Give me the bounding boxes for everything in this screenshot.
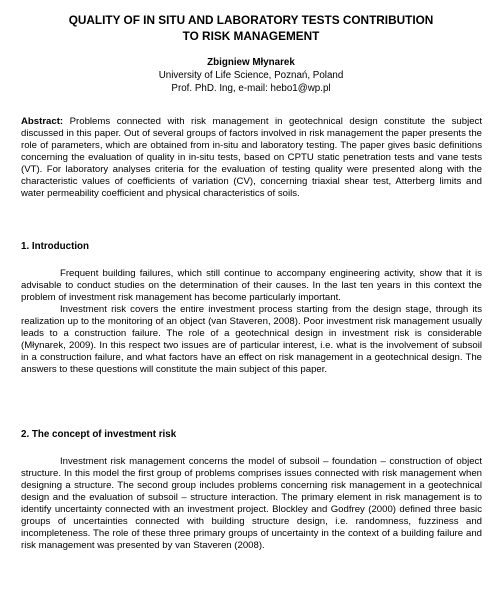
paragraph: Frequent building failures, which still continue to accompany engineering activity, show that it is advisable to conduct studies on the determination of their causes. In the last ten years in this context the problem of investment risk management has become particularly important. (21, 268, 482, 303)
section-heading-investment-risk: 2. The concept of investment risk (21, 429, 177, 440)
author-name: Zbigniew Młynarek (207, 57, 295, 68)
abstract-label: Abstract: (21, 116, 64, 127)
author-block (20, 56, 482, 95)
section-body-introduction (21, 268, 482, 376)
paragraph: Investment risk covers the entire investment process starting from the design stage, through its realization up to the monitoring of an object (van Staveren, 2008). Poor investment risk management usually leads to a construction failure. The role of a geotechnical design in investment risk is considerable (Młynarek, 2009). In this respect two issues are of particular interest, i.e. what is the involvement of subsoil in a construction failure, and what factors have an effect on risk management in a geotechnical design. The answers to these questions will constitute the main subject of this paper. (21, 304, 482, 375)
section-body-investment-risk (21, 456, 482, 552)
abstract (21, 116, 482, 200)
author-contact: Prof. PhD. Ing, e-mail: hebo1@wp.pl (171, 83, 331, 94)
title-line-1: QUALITY OF IN SITU AND LABORATORY TESTS CONTRIBUTION (68, 13, 434, 27)
author-affiliation: University of Life Science, Poznań, Poland (158, 70, 344, 81)
section-heading-introduction: 1. Introduction (21, 241, 90, 252)
title-line-2: TO RISK MANAGEMENT (182, 29, 320, 43)
paper-title (20, 12, 482, 44)
paragraph: Investment risk management concerns the model of subsoil – foundation – construction of object structure. In this model the first group of problems comprises issues connected with risk management when designing a structure. The second group includes problems concerning risk management in a geotechnical design and the evaluation of subsoil – structure interaction. The primary element in risk management is to identify uncertainty connected with an investment project. Blockley and Godfrey (2000) defined three basic groups of uncertainties connected with building structure design, i.e. randomness, fuzziness and incompleteness. The role of these three primary groups of uncertainty in the context of a building failure and risk management was presented by van Staveren (2008). (21, 456, 482, 551)
abstract-text: Problems connected with risk management in geotechnical design constitute the subject discussed in this paper. Out of several groups of factors involved in risk management the paper presents the role of parameters, which are obtained from in-situ and laboratory testing. The paper gives basic definitions concerning the evaluation of quality in in-situ tests, based on CPTU static penetration tests and vane tests (VT). For laboratory analyses criteria for the evaluation of testing quality were presented along with the characteristic values of coefficients of variation (CV), concerning triaxial shear test, Atterberg limits and water permeability coefficient and physical characteristics of soils. (21, 116, 482, 199)
